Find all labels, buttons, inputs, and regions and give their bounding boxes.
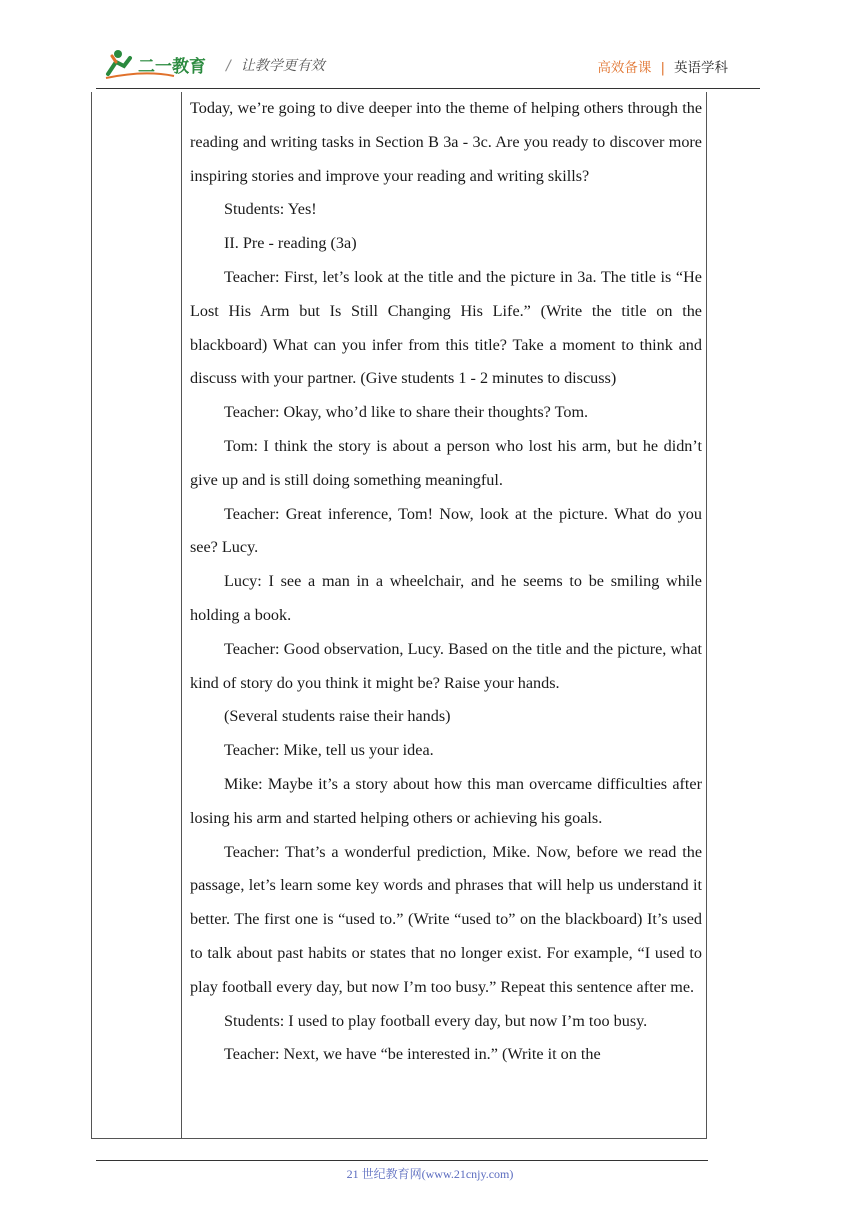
lesson-paragraph: II. Pre - reading (3a) (224, 234, 357, 253)
slogan-text: 让教学更有效 (240, 58, 325, 74)
header-primary-label: 高效备课 (597, 60, 652, 76)
slogan: / 让教学更有效 (226, 58, 325, 74)
lesson-paragraph: Teacher: Okay, who’d like to share their thoughts? Tom. (224, 403, 589, 422)
lesson-paragraph: Students: I used to play football every day, but now I’m too busy. (224, 1011, 648, 1030)
footer-source: 21 世纪教育网(www.21cnjy.com) (346, 1167, 514, 1181)
table-column-divider (181, 92, 182, 1138)
lesson-paragraph: Students: Yes! (224, 200, 317, 219)
footer-rule (96, 1160, 708, 1161)
lesson-paragraph: (Several students raise their hands) (224, 707, 451, 726)
lesson-paragraph: Tom: I think the story is about a person who lost his arm, but he didn’t give up and is still doing something meaningful. (190, 436, 702, 489)
lesson-content (190, 92, 702, 1072)
header-separator: | (660, 60, 665, 76)
lesson-paragraph: Teacher: Mike, tell us your idea. (224, 741, 434, 760)
lesson-paragraph: Teacher: Good observation, Lucy. Based on the title and the picture, what kind of story do you think it might be? Raise your hands. (190, 639, 702, 692)
lesson-paragraph: Mike: Maybe it’s a story about how this man overcame difficulties after losing his arm and started helping others or achieving his goals. (190, 774, 702, 827)
lesson-paragraph: Teacher: Next, we have “be interested in.” (Write it on the (224, 1045, 601, 1064)
lesson-paragraph: Teacher: That’s a wonderful prediction, Mike. Now, before we read the passage, let’s learn some key words and phrases that will help us understand it better. The first one is “used to.” (Write “used to” on the blackboard) It’s used to talk about past habits or states that no longer exist. For example, “I used to play football every day, but now I’m too busy.” Repeat this sentence after me. (190, 842, 702, 996)
header-subject-label: 英语学科 (674, 60, 728, 76)
header-rule (96, 88, 760, 89)
lesson-paragraph: Today, we’re going to dive deeper into the theme of helping others through the reading and writing tasks in Section B 3a - 3c. Are you ready to discover more inspiring stories and improve your reading and writing skills? (190, 99, 702, 185)
lesson-table (91, 92, 707, 1139)
logo-text: 二一教育 (138, 57, 206, 77)
header-right (597, 56, 728, 76)
lesson-paragraph: Teacher: First, let’s look at the title and the picture in 3a. The title is “He Lost His Arm but Is Still Changing His Life.” (Write the title on the blackboard) What can you infer from this title? Take a moment to think and discuss with your partner. (Give students 1 - 2 minutes to discuss) (190, 267, 702, 388)
lesson-paragraph: Lucy: I see a man in a wheelchair, and he seems to be smiling while holding a book. (190, 572, 702, 624)
logo-runner-icon (104, 48, 224, 80)
lesson-paragraph: Teacher: Great inference, Tom! Now, look at the picture. What do you see? Lucy. (190, 504, 702, 557)
page-header (0, 0, 860, 92)
